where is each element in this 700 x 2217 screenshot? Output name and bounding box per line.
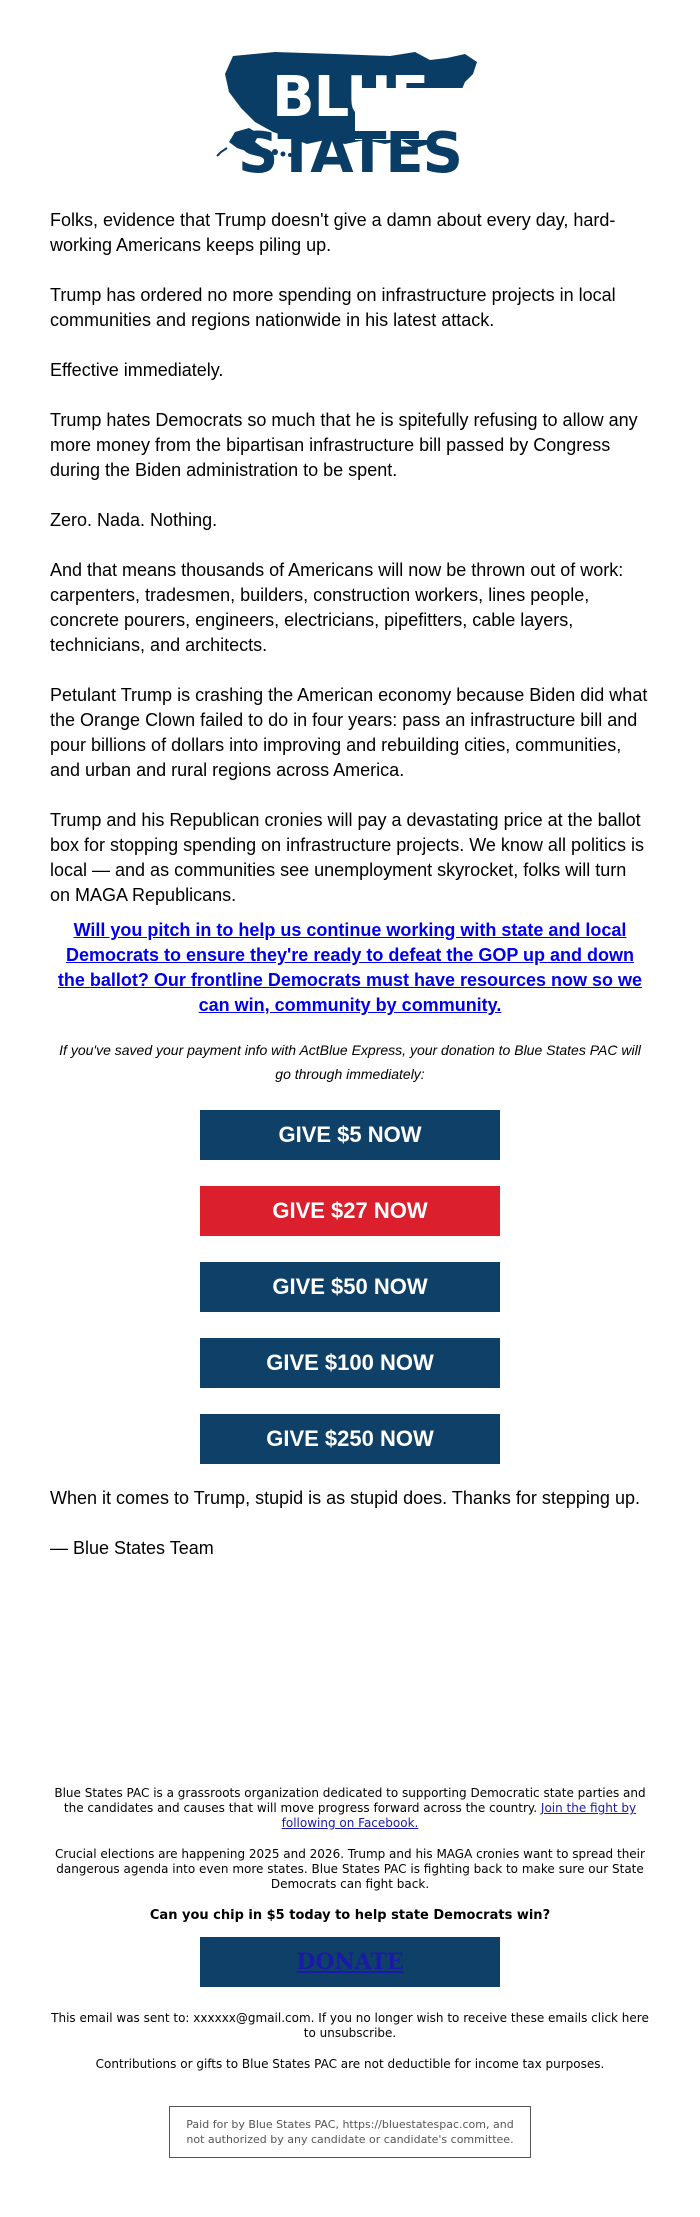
give-5-button[interactable]: GIVE $5 NOW — [200, 1110, 500, 1160]
paragraph-2: Trump has ordered no more spending on infrastructure projects in local communities and regions nationwide in his latest attack. — [50, 285, 616, 330]
footer-about-text: Blue States PAC is a grassroots organization dedicated to supporting Democratic state parties and the candidates and causes that will move progress forward across the country. — [54, 1786, 646, 1815]
signature: — Blue States Team — [50, 1538, 214, 1558]
footer-about — [50, 1786, 650, 1831]
blue-states-logo[interactable] — [215, 48, 485, 186]
give-100-button[interactable]: GIVE $100 NOW — [200, 1338, 500, 1388]
give-27-button[interactable]: GIVE $27 NOW — [200, 1186, 500, 1236]
footer-sent-to[interactable]: This email was sent to: xxxxxx@gmail.com. If you no longer wish to receive these emails click here to unsubscribe. — [51, 2011, 649, 2040]
closing-line: When it comes to Trump, stupid is as stupid does. Thanks for stepping up. — [50, 1488, 640, 1508]
paragraph-6: And that means thousands of Americans will now be thrown out of work: carpenters, tradesmen, builders, construction workers, lines people, concrete pourers, engineers, electricians, pipefitters, cable layers, technicians, and architects. — [50, 560, 624, 655]
logo-word-blue: BLUE — [271, 65, 429, 130]
logo-word-states: STATES — [238, 121, 462, 186]
give-250-button[interactable]: GIVE $250 NOW — [200, 1414, 500, 1464]
paragraph-1: Folks, evidence that Trump doesn't give a damn about every day, hard-working Americans keeps piling up. — [50, 210, 616, 255]
give-50-button[interactable]: GIVE $50 NOW — [200, 1262, 500, 1312]
paid-for-disclaimer: Paid for by Blue States PAC, https://bluestatespac.com, and not authorized by any candidate or candidate's committee. — [169, 2106, 531, 2158]
paragraph-5: Zero. Nada. Nothing. — [50, 510, 218, 530]
paragraph-3: Effective immediately. — [50, 360, 224, 380]
logo-wordmark — [215, 65, 485, 186]
donation-ask-link[interactable]: Will you pitch in to help us continue working with state and local Democrats to ensure they're ready to defeat the GOP up and down the ballot? Our frontline Democrats must have resources now so we can win, community by community. — [57, 920, 643, 1015]
paragraph-4: Trump hates Democrats so much that he is spitefully refusing to allow any more money from the bipartisan infrastructure bill passed by Congress during the Biden administration to be spent. — [50, 410, 638, 480]
message-body — [0, 208, 700, 1561]
actblue-express-note: If you've saved your payment info with ActBlue Express, your donation to Blue States PAC will go through immediately: — [59, 1042, 641, 1082]
footer — [0, 1786, 700, 2158]
paragraph-8: Trump and his Republican cronies will pay a devastating price at the ballot box for stopping spending on infrastructure projects. We know all politics is local — and as communities see unemployment skyrocket, folks will turn on MAGA Republicans. — [50, 810, 644, 905]
donate-button[interactable]: DONATE — [200, 1937, 500, 1987]
spacer — [0, 1586, 700, 1786]
paragraph-7: Petulant Trump is crashing the American economy because Biden did what the Orange Clown failed to do in four years: pass an infrastructure bill and pour billions of dollars into improving and rebuilding cities, communities, and urban and rural regions across America. — [50, 685, 648, 780]
footer-elections: Crucial elections are happening 2025 and 2026. Trump and his MAGA cronies want to spread their dangerous agenda into even more states. Blue States PAC is fighting back to make sure our State Democrats can fight back. — [55, 1847, 645, 1891]
footer-chip-in: Can you chip in $5 today to help state Democrats win? — [149, 1908, 551, 1923]
facebook-link[interactable]: Join the fight by following on Facebook. — [281, 1801, 637, 1830]
email-container — [0, 48, 700, 2158]
footer-tax-note: Contributions or gifts to Blue States PAC are not deductible for income tax purposes. — [95, 2057, 605, 2071]
